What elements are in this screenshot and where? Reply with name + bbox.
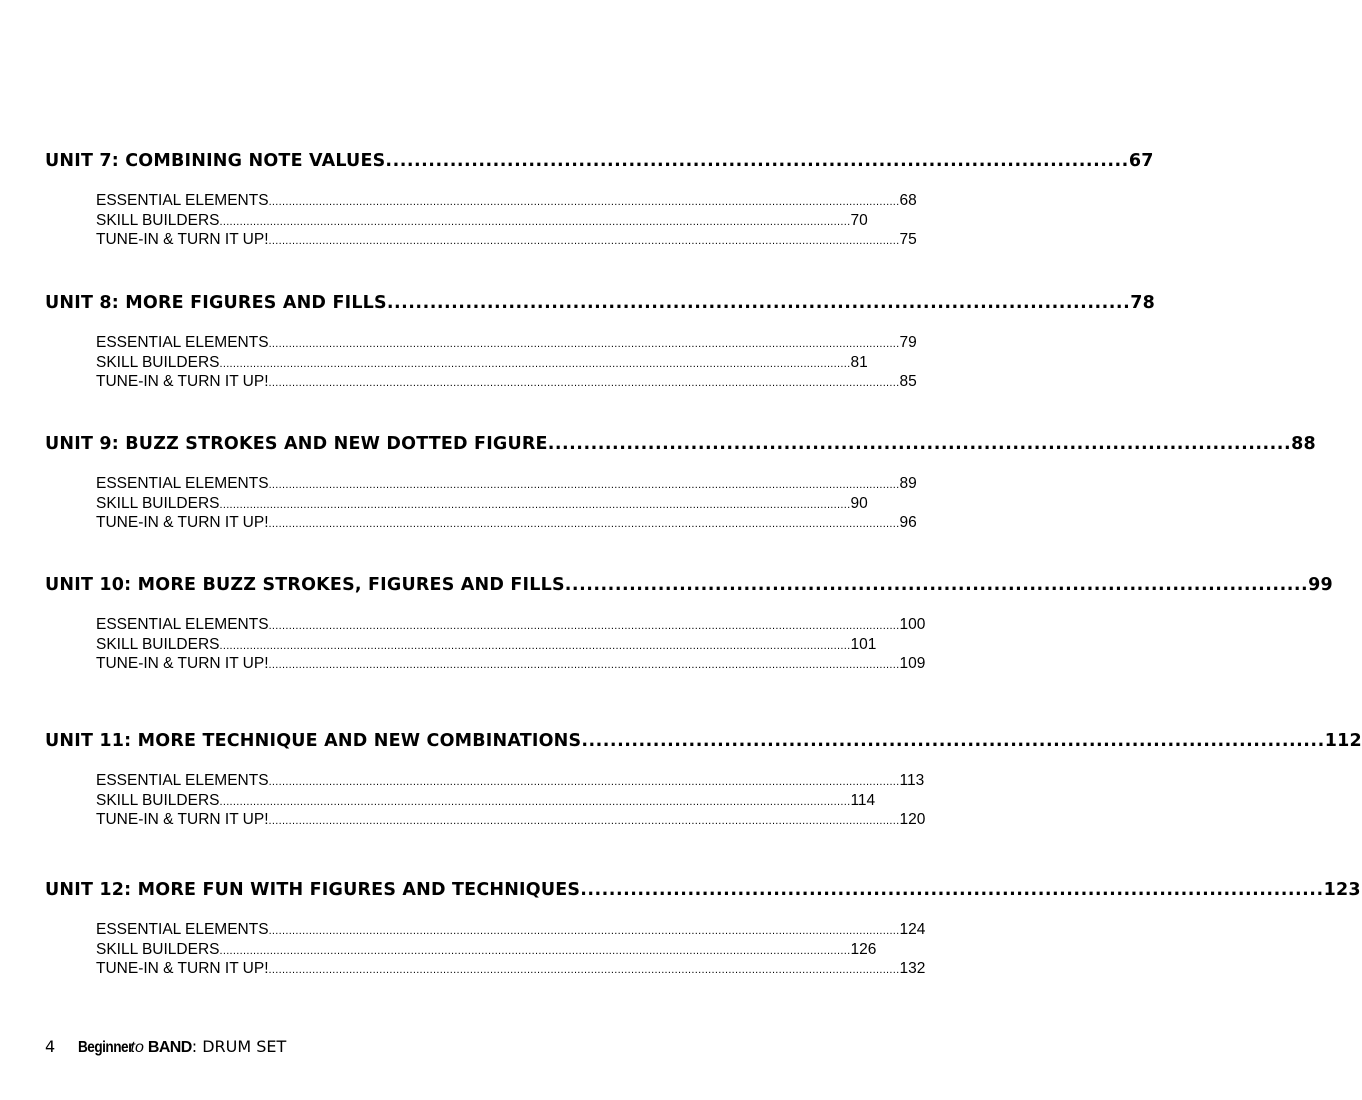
entry-label: TUNE-IN & TURN IT UP!: [96, 960, 269, 977]
dot-leader: ........................................................................................................: [385, 151, 1129, 171]
unit-heading[interactable]: [45, 151, 1154, 171]
entry-page-number: 90: [850, 494, 868, 512]
toc-unit-11: [45, 731, 1362, 831]
dot-leader: ............................................................................................................................................................................................: [219, 498, 851, 511]
unit-title: UNIT 7: COMBINING NOTE VALUES: [45, 151, 386, 171]
entry-label: ESSENTIAL ELEMENTS: [96, 921, 269, 938]
entry-label: SKILL BUILDERS: [96, 791, 220, 809]
entry-label: TUNE-IN & TURN IT UP!: [96, 373, 269, 390]
dot-leader: ........................................................................................................: [547, 434, 1292, 454]
toc-entry[interactable]: [96, 960, 926, 980]
entry-label: ESSENTIAL ELEMENTS: [96, 192, 269, 209]
entry-page-number: 89: [899, 475, 917, 492]
entry-page-number: 126: [850, 940, 877, 958]
toc-entry[interactable]: [96, 616, 926, 636]
unit-page-number: 88: [1291, 434, 1316, 454]
unit-heading[interactable]: [45, 434, 1316, 454]
dot-leader: ............................................................................................................................................................................................: [268, 518, 900, 530]
brand-band: BAND: [147, 1039, 192, 1056]
entry-page-number: 68: [899, 192, 917, 209]
entry-page-number: 100: [899, 616, 926, 633]
entry-label: ESSENTIAL ELEMENTS: [96, 772, 269, 789]
toc-entry[interactable]: [96, 211, 868, 232]
entry-label: SKILL BUILDERS: [96, 211, 220, 229]
dot-leader: ............................................................................................................................................................................................: [219, 639, 851, 652]
page-number: 4: [45, 1037, 56, 1056]
entry-page-number: 120: [899, 811, 926, 828]
toc-entry[interactable]: [96, 514, 917, 534]
dot-leader: ............................................................................................................................................................................................: [268, 620, 900, 632]
toc-entry[interactable]: [96, 635, 877, 656]
entry-page-number: 79: [899, 334, 917, 351]
toc-unit-10: [45, 575, 1333, 675]
entry-label: SKILL BUILDERS: [96, 940, 220, 958]
entry-page-number: 132: [899, 960, 926, 977]
unit-heading[interactable]: [45, 731, 1362, 751]
dot-leader: ............................................................................................................................................................................................: [268, 196, 900, 208]
toc-entry[interactable]: [96, 655, 926, 675]
entry-page-number: 85: [899, 373, 917, 390]
toc-entry[interactable]: [96, 494, 868, 515]
dot-leader: ............................................................................................................................................................................................: [219, 357, 851, 370]
toc-entry[interactable]: [96, 373, 917, 393]
dot-leader: ............................................................................................................................................................................................: [268, 815, 900, 827]
toc-entry[interactable]: [96, 791, 876, 812]
dot-leader: ............................................................................................................................................................................................: [268, 338, 900, 350]
toc-entry[interactable]: [96, 353, 868, 374]
book-subtitle: : DRUM SET: [191, 1037, 287, 1056]
entry-page-number: 75: [899, 231, 917, 248]
toc-entry[interactable]: [96, 334, 917, 354]
dot-leader: ............................................................................................................................................................................................: [219, 944, 851, 957]
entry-label: ESSENTIAL ELEMENTS: [96, 616, 269, 633]
brand-to: to: [130, 1039, 144, 1056]
unit-heading[interactable]: [45, 293, 1155, 313]
toc-unit-7: [45, 151, 1154, 251]
entry-label: TUNE-IN & TURN IT UP!: [96, 811, 269, 828]
dot-leader: ............................................................................................................................................................................................: [268, 235, 900, 247]
unit-title: UNIT 10: MORE BUZZ STROKES, FIGURES AND FILLS: [45, 575, 565, 595]
unit-page-number: 78: [1130, 293, 1155, 313]
toc-entry[interactable]: [96, 940, 877, 961]
dot-leader: ............................................................................................................................................................................................: [268, 964, 900, 976]
entry-page-number: 124: [899, 921, 926, 938]
brand-beginner: Beginner: [78, 1039, 133, 1056]
unit-heading[interactable]: [45, 880, 1361, 900]
dot-leader: ............................................................................................................................................................................................: [219, 215, 851, 228]
toc-entry[interactable]: [96, 811, 926, 831]
toc-entry[interactable]: [96, 231, 917, 251]
entry-label: SKILL BUILDERS: [96, 635, 220, 653]
dot-leader: ........................................................................................................: [386, 293, 1131, 313]
toc-entry[interactable]: [96, 475, 917, 495]
entry-label: TUNE-IN & TURN IT UP!: [96, 514, 269, 531]
entry-page-number: 70: [850, 211, 868, 229]
toc-unit-9: [45, 434, 1316, 534]
entry-label: TUNE-IN & TURN IT UP!: [96, 231, 269, 248]
unit-title: UNIT 9: BUZZ STROKES AND NEW DOTTED FIGURE: [45, 434, 548, 454]
unit-title: UNIT 8: MORE FIGURES AND FILLS: [45, 293, 387, 313]
entry-label: ESSENTIAL ELEMENTS: [96, 334, 269, 351]
page-footer: [45, 1037, 286, 1057]
entry-page-number: 81: [850, 353, 868, 371]
entry-page-number: 101: [850, 635, 877, 653]
dot-leader: ............................................................................................................................................................................................: [268, 925, 900, 937]
toc-entry[interactable]: [96, 921, 926, 941]
dot-leader: ............................................................................................................................................................................................: [268, 659, 900, 671]
unit-page-number: 67: [1128, 151, 1154, 171]
entry-page-number: 114: [850, 791, 876, 809]
entry-page-number: 109: [899, 655, 926, 672]
unit-page-number: 112: [1324, 731, 1362, 751]
unit-page-number: 123: [1323, 880, 1361, 900]
dot-leader: ............................................................................................................................................................................................: [268, 377, 900, 389]
unit-page-number: 99: [1308, 575, 1333, 595]
toc-entry[interactable]: [96, 772, 925, 792]
entry-label: SKILL BUILDERS: [96, 353, 220, 371]
toc-unit-12: [45, 880, 1361, 980]
dot-leader: ............................................................................................................................................................................................: [268, 479, 900, 491]
entry-page-number: 113: [899, 772, 925, 789]
toc-unit-8: [45, 293, 1155, 393]
unit-heading[interactable]: [45, 575, 1333, 595]
dot-leader: ............................................................................................................................................................................................: [219, 795, 851, 808]
entry-page-number: 96: [899, 514, 917, 531]
dot-leader: ............................................................................................................................................................................................: [268, 776, 900, 788]
entry-label: TUNE-IN & TURN IT UP!: [96, 655, 269, 672]
entry-label: SKILL BUILDERS: [96, 494, 220, 512]
dot-leader: ........................................................................................................: [581, 731, 1325, 751]
entry-label: ESSENTIAL ELEMENTS: [96, 475, 269, 492]
dot-leader: ........................................................................................................: [564, 575, 1309, 595]
unit-title: UNIT 12: MORE FUN WITH FIGURES AND TECHNIQUES: [45, 880, 581, 900]
unit-title: UNIT 11: MORE TECHNIQUE AND NEW COMBINATIONS: [45, 731, 582, 751]
toc-entry[interactable]: [96, 192, 917, 212]
dot-leader: ........................................................................................................: [580, 880, 1324, 900]
